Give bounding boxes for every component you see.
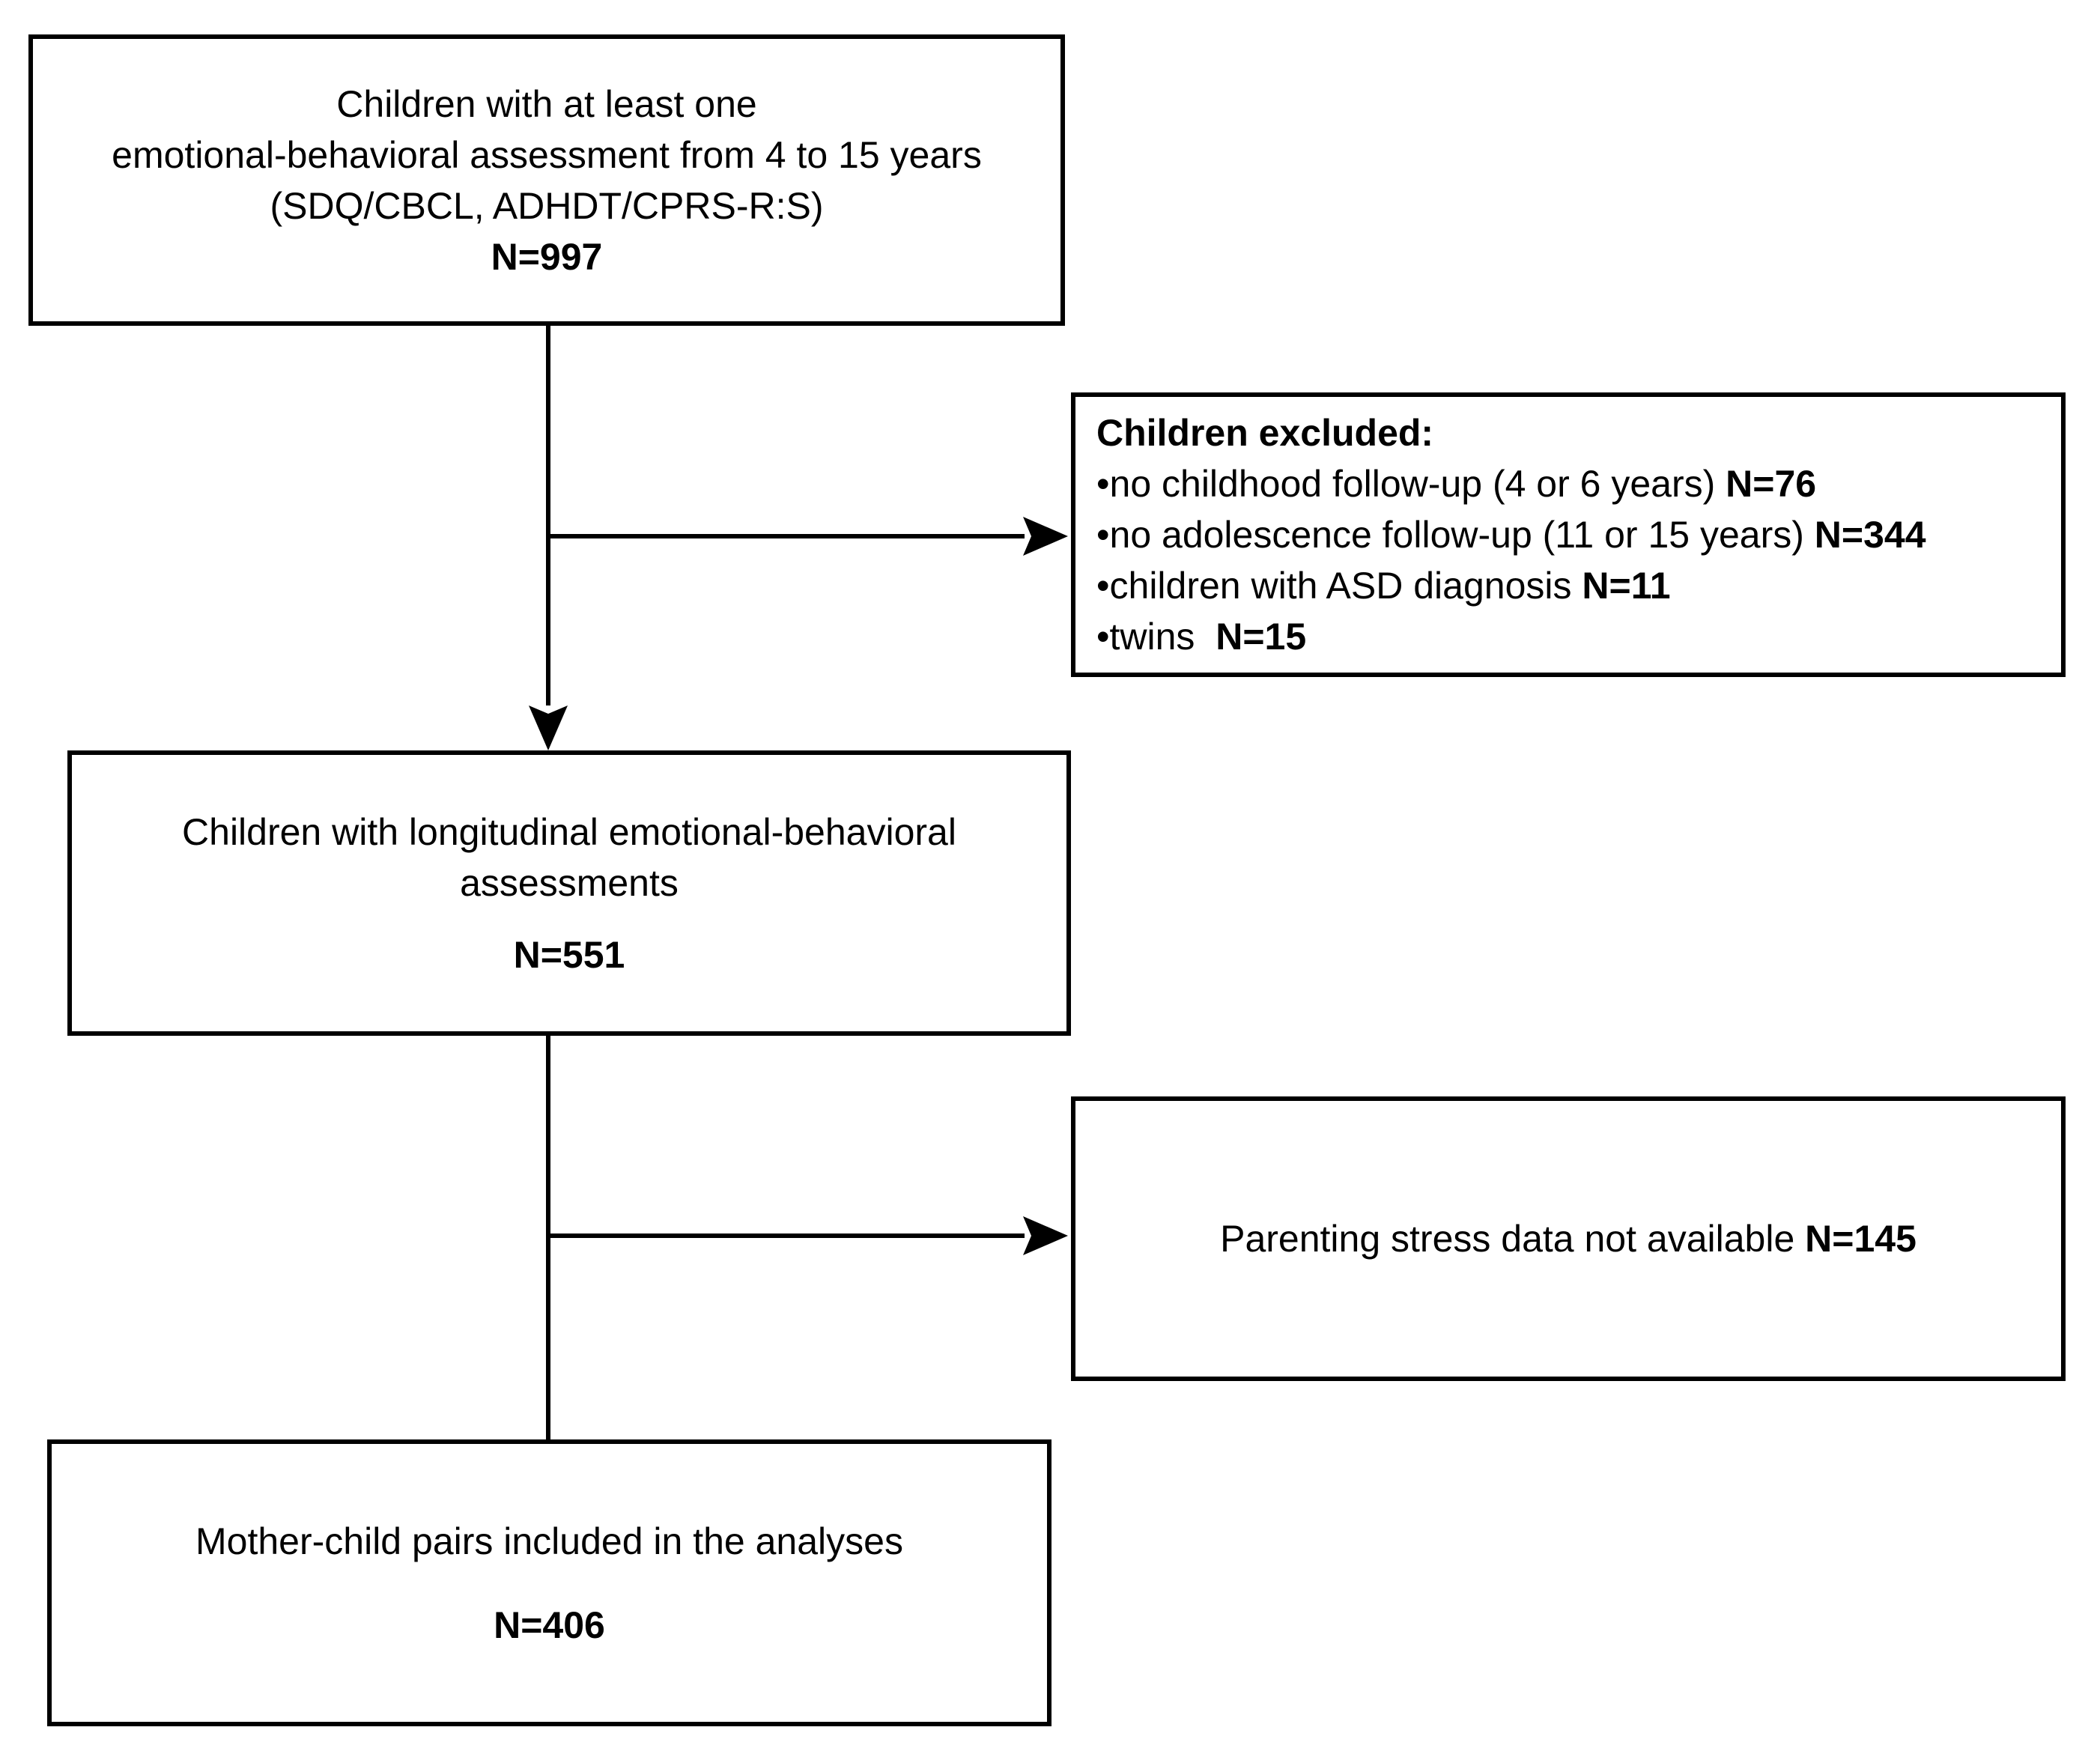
excluded-bullet-adolescence-text: •no adolescence follow-up (11 or 15 years) [1096, 514, 1815, 556]
excluded-heading: Children excluded: [1096, 412, 1434, 454]
parenting-line-text: Parenting stress data not available [1220, 1218, 1806, 1260]
connector-initial-to-longitudinal [546, 326, 550, 705]
connector-to-excluded [548, 534, 1025, 538]
included-n-count: N=406 [494, 1603, 605, 1646]
initial-line-2: emotional-behavioral assessment from 4 to 15 years [112, 133, 982, 176]
initial-line-3: (SDQ/CBCL, ADHDT/CPRS-R:S) [270, 184, 824, 227]
arrow-right-head-parenting-icon [1023, 1213, 1068, 1258]
arrow-right-head-excluded-icon [1023, 514, 1068, 559]
excluded-bullet-adolescence [1096, 509, 1926, 560]
box-initial-population [28, 34, 1065, 326]
parenting-line [1220, 1213, 1917, 1264]
parenting-n-count: N=145 [1805, 1218, 1917, 1260]
excluded-bullet-asd-text: •children with ASD diagnosis [1096, 565, 1582, 607]
initial-line-1: Children with at least one [336, 82, 757, 125]
box-included-in-analyses [47, 1439, 1051, 1726]
connector-to-parenting-stress [548, 1233, 1025, 1238]
excluded-bullet-twins [1096, 611, 1306, 662]
excluded-bullet-twins-n: N=15 [1216, 616, 1307, 658]
excluded-bullet-childhood-n: N=76 [1726, 463, 1817, 505]
initial-n-count: N=997 [491, 235, 603, 278]
box-longitudinal-assessments [67, 750, 1071, 1036]
excluded-bullet-childhood-text: •no childhood follow-up (4 or 6 years) [1096, 463, 1726, 505]
box-parenting-stress-unavailable [1071, 1096, 2066, 1381]
included-line-1: Mother-child pairs included in the analyses [195, 1520, 903, 1562]
box-children-excluded [1071, 392, 2066, 677]
excluded-bullet-asd [1096, 560, 1671, 611]
longitudinal-n-count: N=551 [513, 933, 625, 976]
excluded-bullet-asd-n: N=11 [1582, 565, 1671, 607]
connector-longitudinal-to-included [546, 1036, 550, 1444]
excluded-bullet-twins-text: •twins [1096, 616, 1216, 658]
longitudinal-line-2: assessments [460, 861, 679, 904]
longitudinal-line-1: Children with longitudinal emotional-behavioral [182, 810, 956, 853]
excluded-bullet-adolescence-n: N=344 [1814, 514, 1926, 556]
excluded-bullet-childhood [1096, 458, 1816, 509]
arrow-down-head-icon [526, 705, 571, 750]
